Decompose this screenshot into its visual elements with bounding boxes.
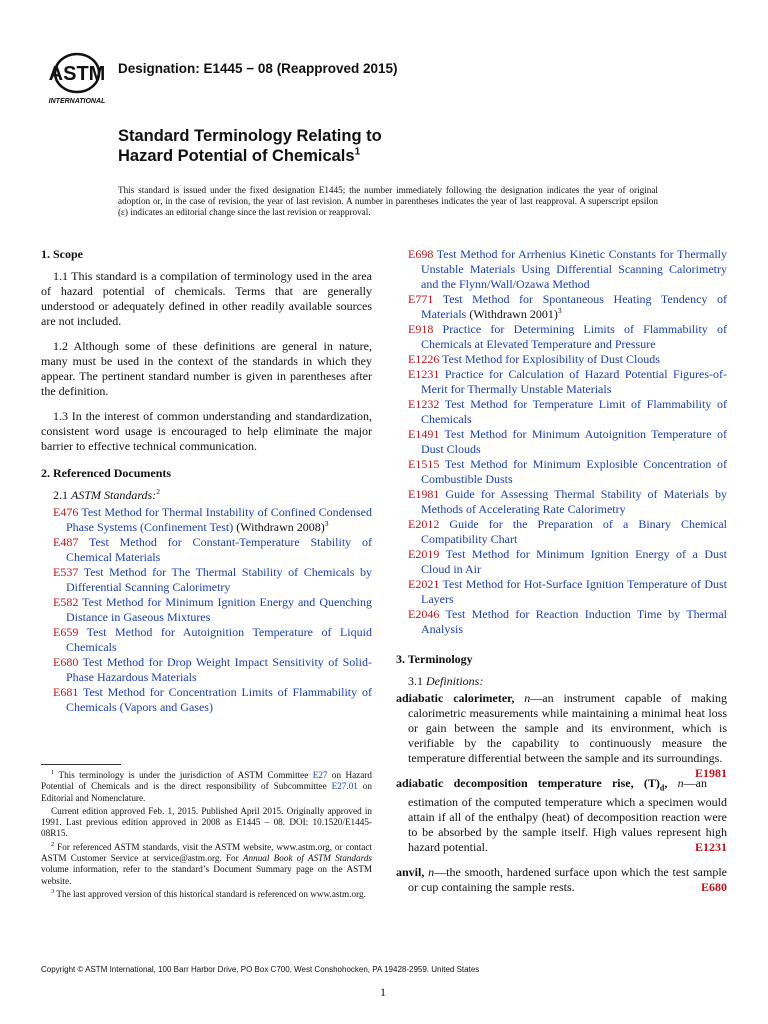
edition-note: Current edition approved Feb. 1, 2015. Published April 2015. Originally approved in 1991. Last previous edition approved in 2008 as E1445 – 08. DOI: 10.1520/E1445-08R15. — [41, 805, 372, 839]
reference-item — [396, 547, 727, 577]
reference-item — [396, 517, 727, 547]
part-of-speech: n — [524, 691, 531, 705]
issuance-note: This standard is issued under the fixed designation E1445; the number immediately following the designation indicates the year of original adoption or, in the case of revision, the year of last revision. A number in parentheses indicates the year of last reapproval. A superscript epsilon (ε) indicates an editorial change since the last revision or reapproval. — [118, 185, 658, 218]
footnote-marker: 3 — [557, 306, 562, 315]
reference-title-link[interactable]: Test Method for Concentration Limits of Flammability of Chemicals (Vapors and Gases) — [66, 685, 372, 714]
right-column — [396, 247, 727, 905]
reference-item — [396, 367, 727, 397]
reference-code-link[interactable]: E659 — [53, 625, 79, 639]
astm-standards-subheading: 2.1 ASTM Standards:$^2$ — [53, 487, 160, 502]
scope-paragraph-1: 1.1 This standard is a compilation of terminology used in the area of hazard potential of chemicals. Terms that are generally understood or adequately defined in other readily available sources are not included. — [41, 269, 372, 328]
reference-title-link[interactable]: Test Method for Minimum Ignition Energy and Quenching Distance in Gaseous Mixtures — [66, 595, 372, 624]
footnote-divider — [41, 764, 121, 765]
definition-text: —an estimation of the computed temperature which a specimen would attain if all of the enthalpy (heat) of decomposition reaction were to be absorbed by the sample itself. High values represent high hazard potential. — [408, 776, 727, 855]
reference-item — [396, 427, 727, 457]
footnote-3: $^3$ The last approved version of this historical standard is referenced on www.astm.org. — [51, 887, 366, 899]
scope-paragraph-3: 1.3 In the interest of common understanding and standardization, consistent word usage is encouraged to help eliminate the major barrier to effective technical communication. — [41, 409, 372, 453]
reference-code-link[interactable]: E1515 — [408, 457, 440, 471]
reference-title-link[interactable]: Test Method for Spontaneous Heating Tendency of Materials — [421, 292, 727, 321]
definition-entry — [396, 691, 727, 780]
left-column — [41, 247, 372, 715]
document-title — [118, 126, 382, 166]
term-name: adiabatic calorimeter, — [396, 691, 515, 705]
reference-title-link[interactable]: Test Method for Minimum Ignition Energy of a Dust Cloud in Air — [421, 547, 727, 576]
reference-title-link[interactable]: Practice for Determining Limits of Flammability of Chemicals at Elevated Temperature and Pressure — [421, 322, 728, 351]
reference-title-link[interactable]: Test Method for Reaction Induction Time by Thermal Analysis — [421, 607, 727, 636]
reference-code-link[interactable]: E537 — [53, 565, 79, 579]
term-name: anvil, — [396, 865, 425, 880]
term-name: adiabatic decomposition temperature rise, $(T)_d$, — [396, 776, 668, 793]
reference-item — [396, 322, 727, 352]
definition-source-link[interactable]: E1981 — [694, 766, 727, 780]
reference-code-link[interactable]: E2019 — [408, 547, 440, 561]
reference-title-link[interactable]: Test Method for Arrhenius Kinetic Constants for Thermally Unstable Materials Using Differential Scanning Calorimetry and the Flynn/Wall/Ozawa Method — [421, 247, 727, 291]
page-number: 1 — [380, 985, 386, 999]
withdrawn-note: (Withdrawn 2001) — [469, 307, 558, 321]
withdrawn-note: (Withdrawn 2008) — [236, 520, 325, 534]
reference-list-right — [396, 247, 727, 637]
svg-text:ASTM: ASTM — [48, 63, 106, 85]
definition-text: —the smooth, hardened surface upon which the test sample or cup containing the sample rests. — [408, 865, 727, 895]
reference-item — [396, 607, 727, 637]
reference-code-link[interactable]: E2021 — [408, 577, 440, 591]
reference-item — [396, 292, 727, 322]
reference-title-link[interactable]: Test Method for Minimum Autoignition Temperature of Dust Clouds — [421, 427, 727, 456]
definition-entry — [396, 776, 727, 855]
reference-code-link[interactable]: E681 — [53, 685, 79, 699]
reference-code-link[interactable]: E2046 — [408, 607, 440, 621]
part-of-speech: n — [677, 776, 684, 790]
title-line-1: Standard Terminology Relating to — [118, 127, 382, 145]
reference-title-link[interactable]: Test Method for Minimum Explosible Concentration of Combustible Dusts — [421, 457, 727, 486]
reference-title-link[interactable]: Test Method for Drop Weight Impact Sensitivity of Solid-Phase Hazardous Materials — [66, 655, 372, 684]
reference-item — [396, 352, 727, 367]
footnote-1: $^1$ This terminology is under the jurisdiction of ASTM Committee E27 on Hazard Potential of Chemicals and is the direct responsibility of Subcommittee E27.01 on Editorial and Nomenclature. — [41, 768, 372, 803]
term-subscript: d — [659, 783, 665, 793]
reference-code-link[interactable]: E680 — [53, 655, 79, 669]
definitions-subheading: 3.1 Definitions: — [408, 674, 484, 688]
reference-item — [41, 595, 372, 625]
footnote-2: $^2$ For referenced ASTM standards, visit the ASTM website, www.astm.org, or contact ASTM Customer Service at service@astm.org. For Annual Book of ASTM Standards volume information, refer to the standard’s Document Summary page on the ASTM website. — [41, 840, 372, 886]
reference-item — [396, 247, 727, 292]
reference-item — [41, 565, 372, 595]
subcommittee-link[interactable]: E27.01 — [331, 781, 358, 792]
reference-item — [41, 535, 372, 565]
scope-heading: 1. Scope — [41, 247, 83, 261]
copyright-notice: Copyright © ASTM International, 100 Barr Harbor Drive, PO Box C700, West Conshohocken, PA 19428-2959. United States — [41, 965, 480, 974]
reference-title-link[interactable]: Practice for Calculation of Hazard Potential Figures-of-Merit for Thermally Unstable Materials — [421, 367, 728, 396]
reference-title-link[interactable]: Test Method for Thermal Instability of Confined Condensed Phase Systems (Confinement Test) — [66, 505, 372, 534]
definition-text: —an instrument capable of making calorimetric measurements while maintaining a minimal heat loss or gain between the sample and its environment, which is verifiable by the capability to continuously measure the temperature differential between the sample and its surroundings. — [408, 691, 727, 765]
designation: Designation: E1445 − 08 (Reapproved 2015) — [118, 61, 398, 76]
part-of-speech: n — [428, 865, 435, 880]
reference-item — [41, 625, 372, 655]
reference-code-link[interactable]: E1231 — [408, 367, 440, 381]
reference-code-link[interactable]: E476 — [53, 505, 79, 519]
reference-title-link[interactable]: Test Method for The Thermal Stability of Chemicals by Differential Scanning Calorimetry — [66, 565, 372, 594]
reference-code-link[interactable]: E1491 — [408, 427, 440, 441]
reference-code-link[interactable]: E698 — [408, 247, 434, 261]
reference-code-link[interactable]: E1981 — [408, 487, 440, 501]
reference-title-link[interactable]: Test Method for Temperature Limit of Flammability of Chemicals — [421, 397, 727, 426]
reference-item — [396, 397, 727, 427]
reference-list-left — [41, 505, 372, 715]
reference-code-link[interactable]: E1232 — [408, 397, 440, 411]
reference-title-link[interactable]: Test Method for Explosibility of Dust Clouds — [442, 352, 660, 366]
reference-title-link[interactable]: Guide for the Preparation of a Binary Chemical Compatibility Chart — [421, 517, 728, 546]
title-line-2: Hazard Potential of Chemicals — [118, 147, 355, 165]
definition-entry — [396, 865, 727, 895]
reference-item — [41, 655, 372, 685]
reference-title-link[interactable]: Test Method for Autoignition Temperature of Liquid Chemicals — [66, 625, 372, 654]
definition-source-link[interactable]: E1231 — [694, 840, 727, 855]
reference-code-link[interactable]: E487 — [53, 535, 79, 549]
definition-list — [396, 691, 727, 895]
reference-code-link[interactable]: E2012 — [408, 517, 440, 531]
reference-title-link[interactable]: Test Method for Constant-Temperature Stability of Chemical Materials — [66, 535, 372, 564]
terminology-heading: 3. Terminology — [396, 652, 473, 666]
reference-code-link[interactable]: E771 — [408, 292, 434, 306]
referenced-heading: 2. Referenced Documents — [41, 466, 172, 480]
footnotes — [41, 770, 372, 902]
reference-code-link[interactable]: E582 — [53, 595, 79, 609]
committee-link[interactable]: E27 — [312, 770, 328, 780]
reference-title-link[interactable]: Test Method for Hot-Surface Ignition Temperature of Dust Layers — [421, 577, 727, 606]
reference-item — [396, 487, 727, 517]
definition-source-link[interactable]: E680 — [700, 880, 727, 895]
reference-item — [396, 577, 727, 607]
scope-paragraph-2: 1.2 Although some of these definitions are general in nature, many must be used in the context of the standards in which they appear. The pertinent standard number is given in parentheses after the definition. — [41, 339, 372, 398]
astm-logo — [44, 49, 110, 105]
reference-item — [41, 685, 372, 715]
reference-code-link[interactable]: E918 — [408, 322, 434, 336]
footnote-marker: 3 — [324, 519, 329, 528]
reference-code-link[interactable]: E1226 — [408, 352, 440, 366]
logo-label: INTERNATIONAL — [48, 98, 106, 105]
title-footnote-marker[interactable]: 1 — [354, 146, 361, 158]
reference-item — [41, 505, 372, 535]
reference-title-link[interactable]: Guide for Assessing Thermal Stability of Materials by Methods of Accelerating Rate Calorimetry — [421, 487, 728, 516]
reference-item — [396, 457, 727, 487]
